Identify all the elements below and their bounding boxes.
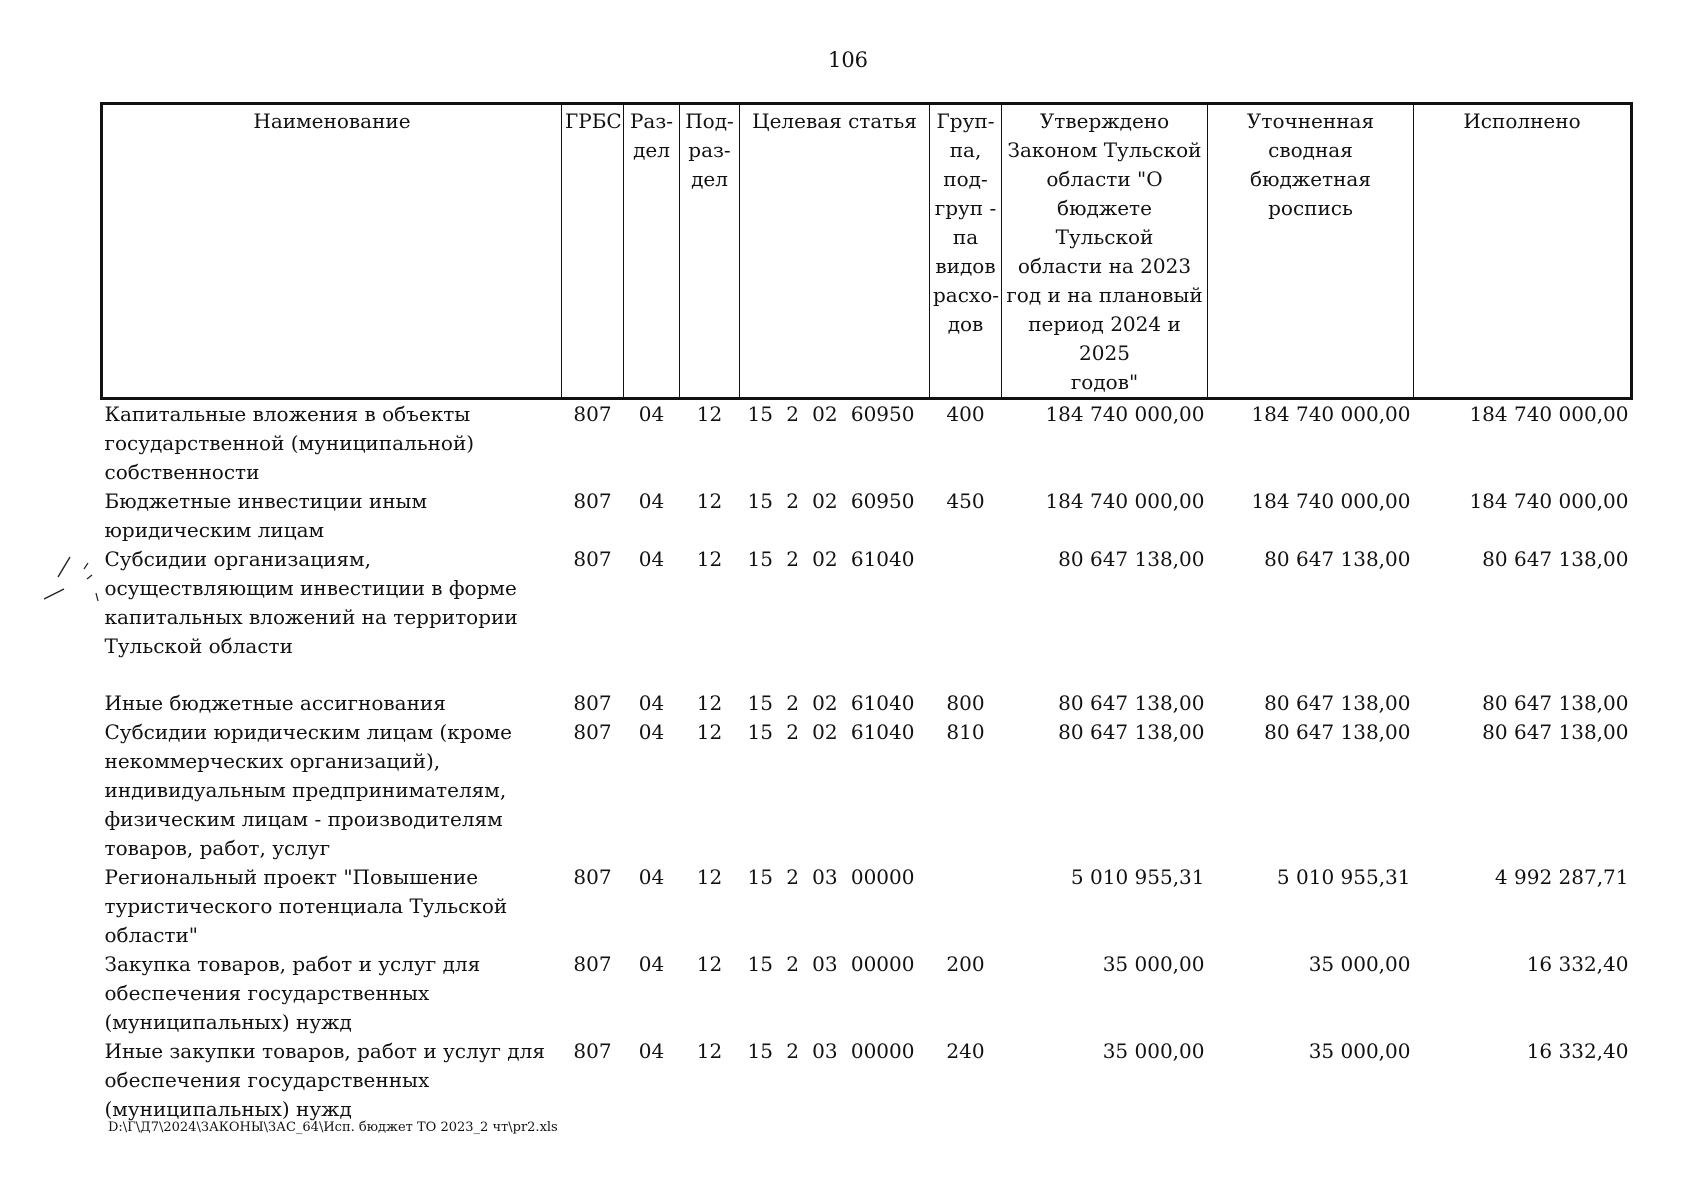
row-group: 810	[946, 720, 985, 744]
row-name: Субсидии юридическим лицам (кроме некоммерческих организаций), индивидуальным предпринимателям, физическим лицам - производителям товаров, работ, услуг	[104, 720, 512, 860]
row-name: Иные закупки товаров, работ и услуг для обеспечения государственных (муниципальных) нужд	[104, 1039, 545, 1121]
row-target	[740, 718, 930, 863]
target-code-part: 2	[786, 402, 799, 426]
table-row	[102, 399, 1632, 488]
row-target	[740, 487, 930, 545]
target-code-part: 00000	[850, 865, 915, 889]
budget-table	[100, 102, 1633, 1124]
target-code-part: 02	[812, 720, 838, 744]
row-grbs: 807	[573, 691, 612, 715]
target-code-part: 15	[747, 720, 773, 744]
row-executed: 80 647 138,00	[1482, 720, 1629, 744]
target-code-part: 2	[786, 952, 799, 976]
row-razdel: 04	[638, 720, 665, 744]
row-grbs: 807	[573, 720, 612, 744]
row-razdel: 04	[638, 1039, 665, 1063]
table-row	[102, 689, 1632, 718]
row-refined: 184 740 000,00	[1251, 402, 1411, 426]
target-code-part: 03	[812, 1039, 838, 1063]
row-approved: 35 000,00	[1102, 952, 1205, 976]
row-grbs: 807	[573, 952, 612, 976]
target-code-part: 2	[786, 865, 799, 889]
row-razdel: 04	[638, 865, 665, 889]
target-code-part: 00000	[850, 952, 915, 976]
row-executed: 184 740 000,00	[1469, 489, 1629, 513]
page-number: 106	[827, 48, 869, 72]
row-approved: 184 740 000,00	[1045, 489, 1205, 513]
row-group: 240	[946, 1039, 985, 1063]
target-code-part: 03	[812, 865, 838, 889]
table-row	[102, 950, 1632, 1037]
row-target	[740, 1037, 930, 1124]
target-code-part: 2	[786, 720, 799, 744]
target-code-part: 15	[747, 402, 773, 426]
table-row	[102, 1037, 1632, 1124]
target-code-part: 60950	[850, 489, 915, 513]
row-podrazdel: 12	[696, 952, 723, 976]
row-target	[740, 399, 930, 488]
row-group	[930, 863, 1002, 950]
row-refined: 35 000,00	[1308, 952, 1411, 976]
row-podrazdel: 12	[696, 402, 723, 426]
row-approved: 5 010 955,31	[1070, 865, 1205, 889]
row-name: Субсидии организациям, осуществляющим инвестиции в форме капитальных вложений на территории Тульской области	[104, 547, 518, 658]
row-podrazdel: 12	[696, 720, 723, 744]
row-approved: 80 647 138,00	[1058, 720, 1205, 744]
row-grbs: 807	[573, 547, 612, 571]
target-code-part: 61040	[850, 691, 915, 715]
row-grbs: 807	[573, 489, 612, 513]
row-target	[740, 863, 930, 950]
row-refined: 35 000,00	[1308, 1039, 1411, 1063]
row-refined: 80 647 138,00	[1264, 547, 1411, 571]
header-podrazdel: Под- раз- дел	[680, 104, 740, 399]
row-refined: 80 647 138,00	[1264, 720, 1411, 744]
row-razdel: 04	[638, 691, 665, 715]
row-group: 450	[946, 489, 985, 513]
target-code-part: 15	[747, 691, 773, 715]
row-spacer	[102, 661, 1632, 689]
row-podrazdel: 12	[696, 691, 723, 715]
target-code-part: 02	[812, 547, 838, 571]
row-executed: 16 332,40	[1526, 1039, 1629, 1063]
target-code-part: 61040	[850, 720, 915, 744]
target-code-part: 02	[812, 402, 838, 426]
row-target	[740, 689, 930, 718]
table-row	[102, 487, 1632, 545]
header-group: Груп- па, под- груп - па видов расхо- дов	[930, 104, 1002, 399]
header-executed: Исполнено	[1414, 104, 1632, 399]
row-target	[740, 545, 930, 661]
target-code-part: 15	[747, 952, 773, 976]
row-group: 200	[946, 952, 985, 976]
row-grbs: 807	[573, 1039, 612, 1063]
row-name: Закупка товаров, работ и услуг для обеспечения государственных (муниципальных) нужд	[104, 952, 481, 1034]
row-grbs: 807	[573, 402, 612, 426]
row-grbs: 807	[573, 865, 612, 889]
table-row	[102, 545, 1632, 661]
target-code-part: 2	[786, 547, 799, 571]
row-group	[930, 545, 1002, 661]
header-grbs: ГРБС	[562, 104, 624, 399]
row-group: 800	[946, 691, 985, 715]
row-razdel: 04	[638, 952, 665, 976]
target-code-part: 15	[747, 547, 773, 571]
row-executed: 80 647 138,00	[1482, 547, 1629, 571]
row-approved: 35 000,00	[1102, 1039, 1205, 1063]
row-executed: 16 332,40	[1526, 952, 1629, 976]
row-refined: 80 647 138,00	[1264, 691, 1411, 715]
target-code-part: 15	[747, 1039, 773, 1063]
header-name: Наименование	[102, 104, 562, 399]
row-name: Региональный проект "Повышение туристического потенциала Тульской области"	[104, 865, 508, 947]
row-executed: 4 992 287,71	[1494, 865, 1629, 889]
target-code-part: 15	[747, 865, 773, 889]
row-razdel: 04	[638, 402, 665, 426]
row-group: 400	[946, 402, 985, 426]
table-row	[102, 718, 1632, 863]
table-row	[102, 863, 1632, 950]
target-code-part: 60950	[850, 402, 915, 426]
row-razdel: 04	[638, 547, 665, 571]
target-code-part: 02	[812, 691, 838, 715]
header-approved: Утверждено Законом Тульской области "О бюджете Тульской области на 2023 год и на плановый период 2024 и 2025 годов"	[1002, 104, 1208, 399]
row-approved: 80 647 138,00	[1058, 691, 1205, 715]
row-podrazdel: 12	[696, 547, 723, 571]
row-approved: 80 647 138,00	[1058, 547, 1205, 571]
row-name: Иные бюджетные ассигнования	[104, 691, 446, 715]
target-code-part: 2	[786, 691, 799, 715]
file-path: D:\Г\Д7\2024\ЗАКОНЫ\ЗАС_64\Исп. бюджет ТО 2023_2 чт\pr2.xls	[108, 1120, 558, 1135]
row-target	[740, 950, 930, 1037]
target-code-part: 03	[812, 952, 838, 976]
target-code-part: 2	[786, 489, 799, 513]
target-code-part: 61040	[850, 547, 915, 571]
row-podrazdel: 12	[696, 489, 723, 513]
header-target: Целевая статья	[740, 104, 930, 399]
row-refined: 184 740 000,00	[1251, 489, 1411, 513]
pen-marks	[40, 555, 110, 635]
target-code-part: 00000	[850, 1039, 915, 1063]
row-podrazdel: 12	[696, 865, 723, 889]
target-code-part: 02	[812, 489, 838, 513]
row-name: Капитальные вложения в объекты государственной (муниципальной) собственности	[104, 402, 475, 484]
target-code-part: 15	[747, 489, 773, 513]
row-approved: 184 740 000,00	[1045, 402, 1205, 426]
row-executed: 80 647 138,00	[1482, 691, 1629, 715]
table-body	[102, 399, 1632, 1125]
row-refined: 5 010 955,31	[1276, 865, 1411, 889]
row-razdel: 04	[638, 489, 665, 513]
row-executed: 184 740 000,00	[1469, 402, 1629, 426]
row-name: Бюджетные инвестиции иным юридическим лицам	[104, 489, 428, 542]
header-razdel: Раз- дел	[624, 104, 680, 399]
row-podrazdel: 12	[696, 1039, 723, 1063]
table-header-row	[102, 104, 1632, 399]
target-code-part: 2	[786, 1039, 799, 1063]
header-refined: Уточненная сводная бюджетная роспись	[1208, 104, 1414, 399]
